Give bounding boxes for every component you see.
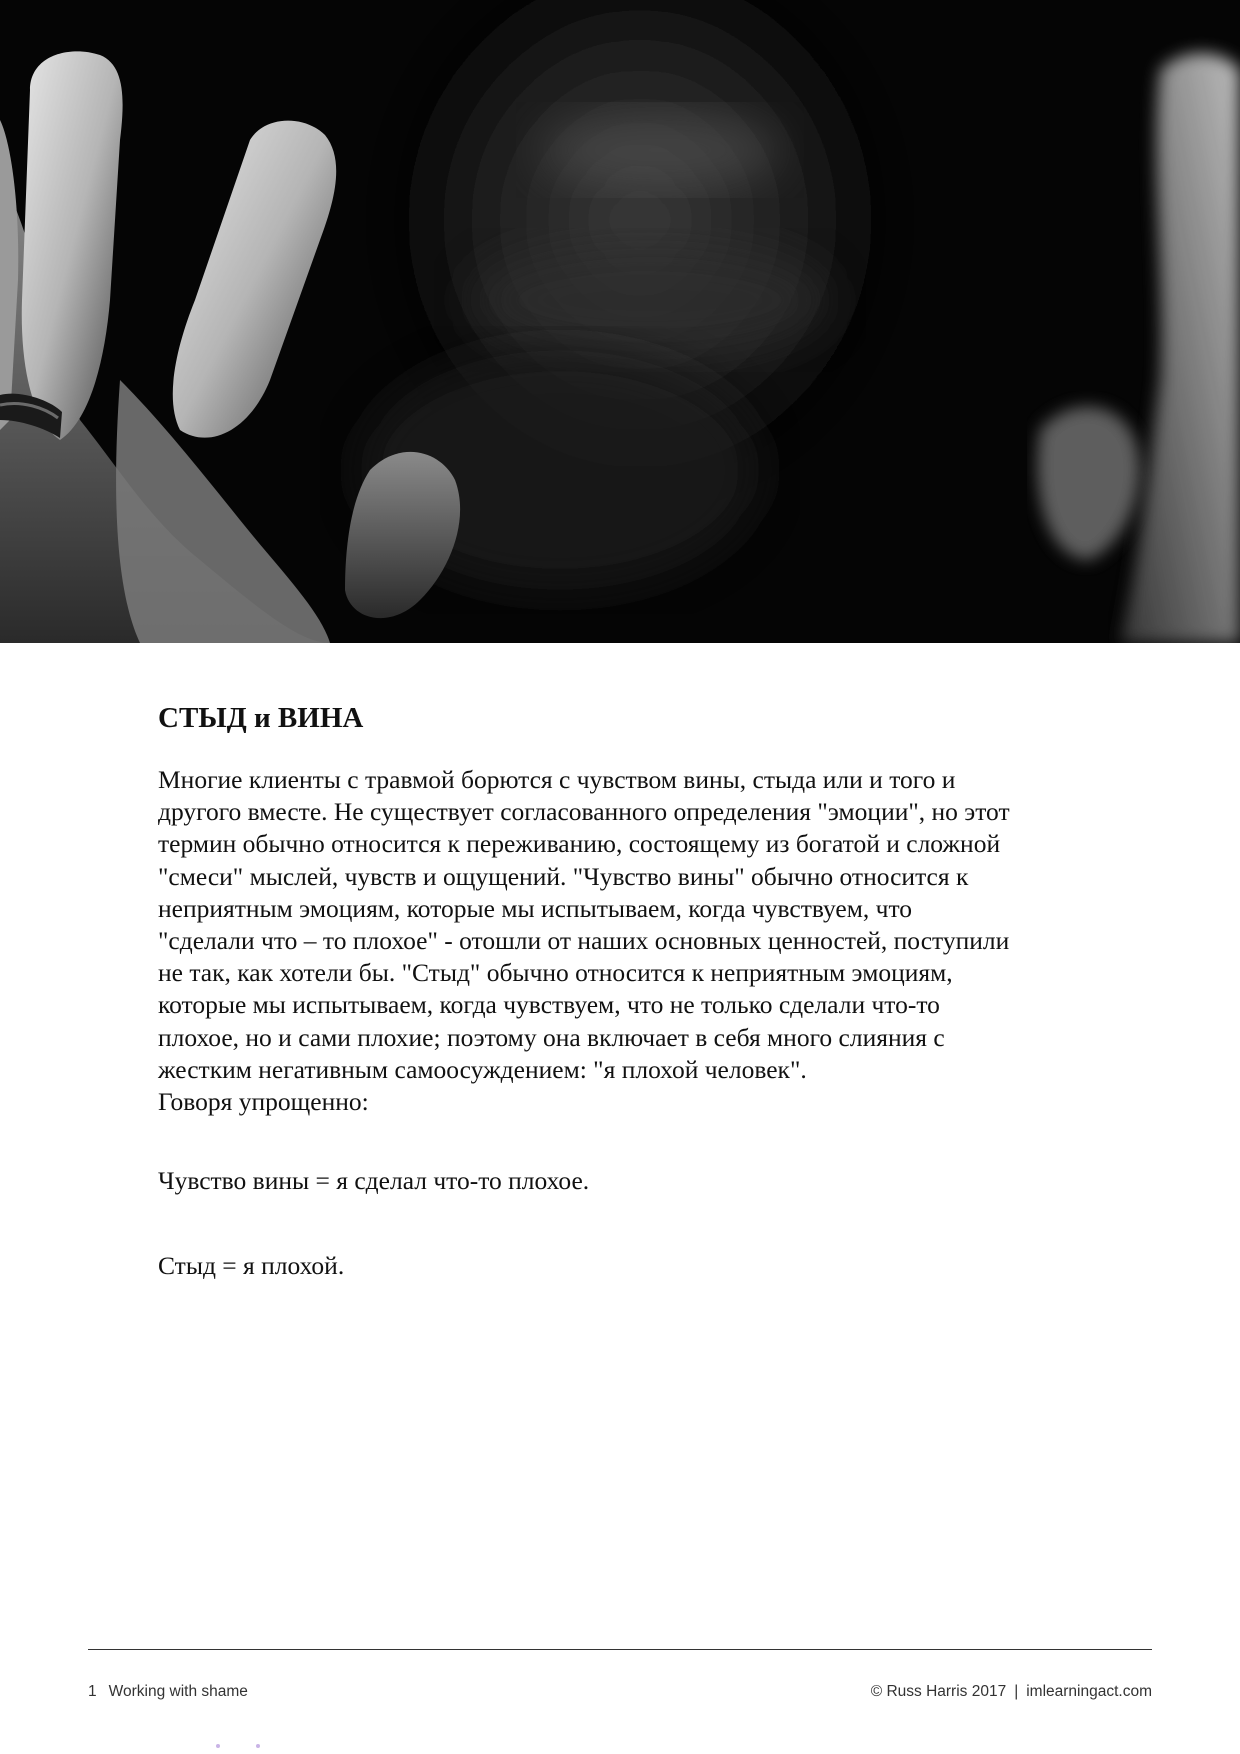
paragraph-line: термин обычно относится к переживанию, состоящему из богатой и сложной bbox=[158, 829, 1001, 859]
paragraph-line: другого вместе. Не существует согласованного определения "эмоции", но этот bbox=[158, 797, 1010, 827]
paragraph-line: не так, как хотели бы. "Стыд" обычно относится к неприятным эмоциям, bbox=[158, 958, 953, 988]
paragraph-line: "смеси" мыслей, чувств и ощущений. "Чувство вины" обычно относится к bbox=[158, 861, 969, 891]
dot-icon bbox=[256, 1744, 260, 1748]
document-body bbox=[158, 700, 1148, 1118]
intro-paragraph bbox=[158, 764, 1148, 1118]
page-title: СТЫД и ВИНА bbox=[158, 702, 364, 734]
paragraph-line: Говоря упрощенно: bbox=[158, 1087, 369, 1117]
paragraph-line: которые мы испытываем, когда чувствуем, что не только сделали что-то bbox=[158, 990, 940, 1020]
page-number: 1 bbox=[88, 1683, 97, 1700]
dot-icon bbox=[216, 1744, 220, 1748]
decorative-dots bbox=[216, 1744, 266, 1748]
paragraph-line: плохое, но и сами плохие; поэтому она включает в себя много слияния с bbox=[158, 1022, 945, 1052]
copyright-text: © Russ Harris 2017 bbox=[870, 1683, 1007, 1700]
paragraph-line: Многие клиенты с травмой борются с чувством вины, стыда или и того и bbox=[158, 765, 956, 794]
hero-image bbox=[0, 0, 1240, 643]
guilt-definition: Чувство вины = я сделал что-то плохое. bbox=[158, 1166, 590, 1195]
website-link[interactable]: imlearningact.com bbox=[1026, 1683, 1152, 1700]
footer-right bbox=[871, 1683, 1152, 1701]
footer-separator: | bbox=[1014, 1683, 1019, 1700]
footer-left bbox=[88, 1683, 248, 1701]
section-title: Working with shame bbox=[108, 1683, 248, 1700]
paragraph-line: "сделали что – то плохое" - отошли от наших основных ценностей, поступили bbox=[158, 926, 1010, 956]
paragraph-line: неприятным эмоциям, которые мы испытываем, когда чувствуем, что bbox=[158, 893, 913, 923]
paragraph-line: жестким негативным самоосуждением: "я плохой человек". bbox=[158, 1054, 807, 1084]
shame-definition: Стыд = я плохой. bbox=[158, 1251, 345, 1280]
footer-divider bbox=[88, 1649, 1152, 1650]
hands-photo-icon bbox=[0, 0, 1240, 643]
